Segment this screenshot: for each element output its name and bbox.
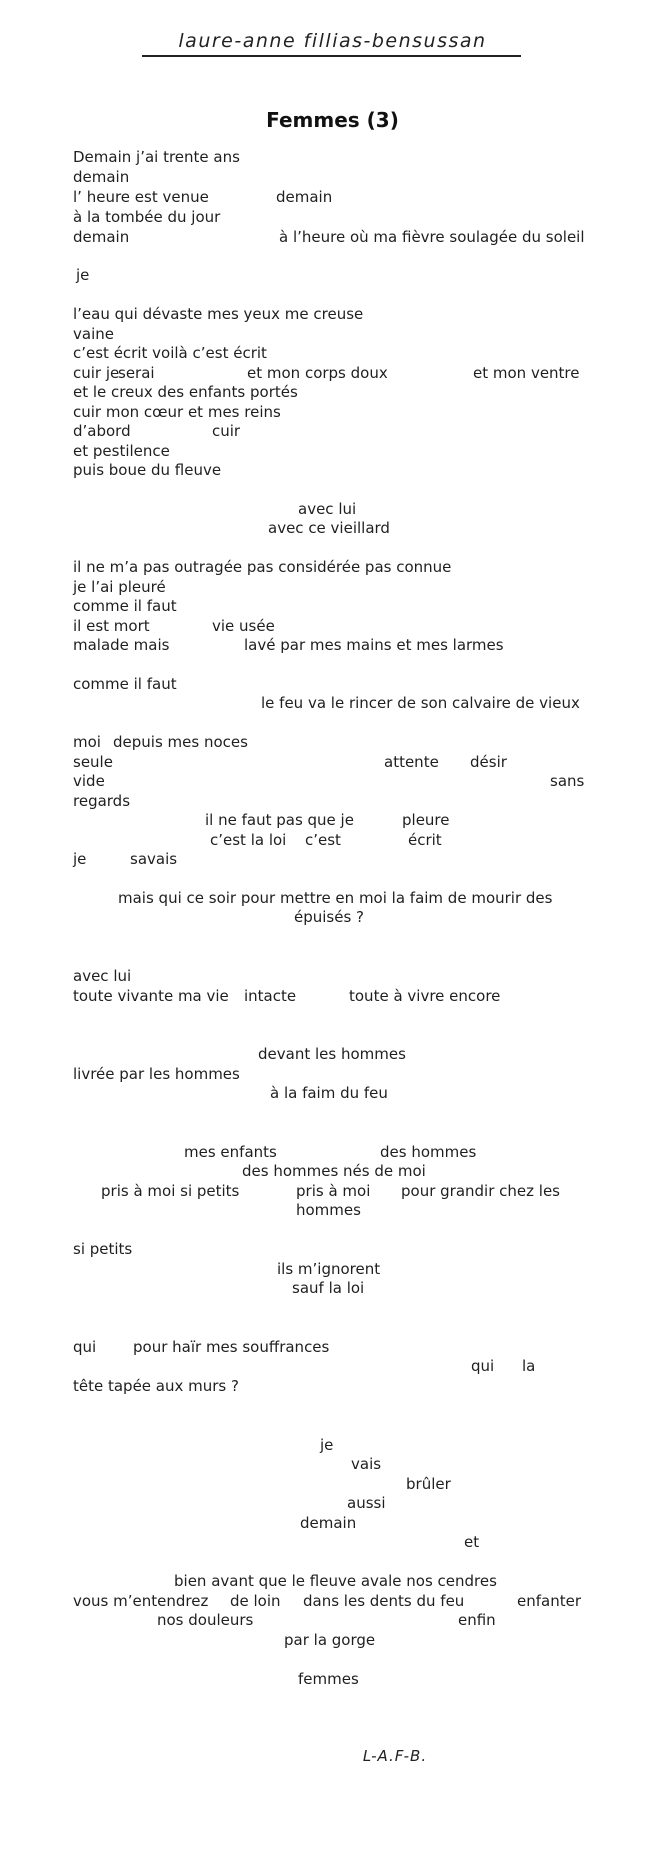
poem-fragment: brûler (406, 1475, 451, 1493)
signature: L-A.F-B. (362, 1747, 428, 1765)
poem-fragment: tête tapée aux murs ? (73, 1377, 239, 1395)
poem-fragment: il ne m’a pas outragée pas considérée pas connue (73, 558, 452, 576)
poem-fragment: et mon corps doux (247, 364, 388, 382)
poem-fragment: vous m’entendrez (73, 1592, 209, 1610)
poem-fragment: aussi (347, 1494, 386, 1512)
poem-fragment: si petits (73, 1240, 133, 1258)
poem-fragment: l’ heure est venue (73, 188, 209, 206)
poem-fragment: sans (550, 772, 585, 790)
poem-fragment: l’eau qui dévaste mes yeux me creuse (73, 305, 364, 323)
poem-fragment: demain (276, 188, 333, 206)
poem-fragment: malade mais (73, 636, 170, 654)
poem-fragment: avec lui (298, 500, 357, 518)
poem-fragment: depuis mes noces (113, 733, 248, 751)
poem-fragment: vide (73, 772, 105, 790)
poem-fragment: femmes (298, 1670, 359, 1688)
poem-fragment: qui (73, 1338, 97, 1356)
poem-fragment: lavé par mes mains et mes larmes (244, 636, 504, 654)
poem-fragment: il ne faut pas que je (205, 811, 354, 829)
poem-fragment: à la tombée du jour (73, 208, 221, 226)
poem-fragment: vais (351, 1455, 382, 1473)
poem-fragment: pour grandir chez les (401, 1182, 560, 1200)
poem-fragment: qui (471, 1357, 495, 1375)
poem-fragment: Demain j’ai trente ans (73, 148, 240, 166)
poem-fragment: par la gorge (284, 1631, 376, 1649)
poem-fragment: et (464, 1533, 480, 1551)
poem-fragment: avec ce vieillard (268, 519, 390, 537)
poem-fragment: demain (73, 228, 130, 246)
poem-fragment: comme il faut (73, 675, 177, 693)
poem-fragment: c’est la loi (210, 831, 287, 849)
poem-fragment: dans les dents du feu (303, 1592, 465, 1610)
poem-fragment: attente (384, 753, 439, 771)
poem-fragment: demain (300, 1514, 357, 1532)
poem-fragment: pris à moi (296, 1182, 371, 1200)
poem-fragment: toute à vivre encore (349, 987, 501, 1005)
poem-fragment: des hommes nés de moi (242, 1162, 426, 1180)
poem-fragment: mes enfants (184, 1143, 277, 1161)
poem-fragment: la (522, 1357, 536, 1375)
poem-fragment: hommes (296, 1201, 361, 1219)
poem-fragment: moi (73, 733, 101, 751)
author-header: laure-anne fillias-bensussan (178, 30, 487, 52)
poem-fragment: et le creux des enfants portés (73, 383, 298, 401)
poem-fragment: savais (130, 850, 178, 868)
poem-fragment: serai (118, 364, 155, 382)
poem-fragment: des hommes (380, 1143, 477, 1161)
poem-fragment: enfin (458, 1611, 496, 1629)
poem-fragment: c’est (305, 831, 341, 849)
poem-fragment: bien avant que le fleuve avale nos cendres (174, 1572, 497, 1590)
poem-fragment: pris à moi si petits (101, 1182, 240, 1200)
poem-fragment: vie usée (212, 617, 275, 635)
poem-fragment: vaine (73, 325, 114, 343)
poem-fragment: livrée par les hommes (73, 1065, 240, 1083)
poem-fragment: je l’ai pleuré (73, 578, 166, 596)
poem-fragment: le feu va le rincer de son calvaire de vieux (261, 694, 580, 712)
poem-fragment: avec lui (73, 967, 132, 985)
poem-fragment: pour haïr mes souffrances (133, 1338, 330, 1356)
poem-fragment: enfanter (517, 1592, 581, 1610)
poem-fragment: devant les hommes (258, 1045, 406, 1063)
poem-fragment: pleure (402, 811, 450, 829)
poem-fragment: de loin (230, 1592, 281, 1610)
poem-fragment: c’est écrit voilà c’est écrit (73, 344, 267, 362)
poem-fragment: intacte (244, 987, 297, 1005)
poem-fragment: d’abord (73, 422, 131, 440)
poem-fragment: et mon ventre (473, 364, 580, 382)
poem-fragment: sauf la loi (292, 1279, 365, 1297)
poem-fragment: seule (73, 753, 113, 771)
poem-fragment: cuir (212, 422, 241, 440)
poem-fragment: je (320, 1436, 334, 1454)
header-divider (142, 55, 521, 57)
poem-title: Femmes (3) (266, 108, 399, 132)
poem-fragment: comme il faut (73, 597, 177, 615)
poem-fragment: épuisés ? (294, 908, 365, 926)
poem-fragment: écrit (408, 831, 442, 849)
poem-fragment: regards (73, 792, 131, 810)
poem-fragment: désir (470, 753, 507, 771)
poem-fragment: à la faim du feu (270, 1084, 388, 1102)
poem-fragment: demain (73, 168, 130, 186)
poem-fragment: mais qui ce soir pour mettre en moi la faim de mourir des (118, 889, 553, 907)
poem-fragment: et pestilence (73, 442, 170, 460)
poem-fragment: ils m’ignorent (277, 1260, 381, 1278)
poem-fragment: à l’heure où ma fièvre soulagée du soleil (279, 228, 585, 246)
poem-fragment: il est mort (73, 617, 150, 635)
poem-fragment: nos douleurs (157, 1611, 254, 1629)
poem-fragment: cuir je (73, 364, 120, 382)
poem-fragment: cuir mon cœur et mes reins (73, 403, 281, 421)
poem-fragment: je (76, 266, 90, 284)
poem-fragment: je (73, 850, 87, 868)
poem-fragment: puis boue du fleuve (73, 461, 222, 479)
poem-fragment: toute vivante ma vie (73, 987, 229, 1005)
